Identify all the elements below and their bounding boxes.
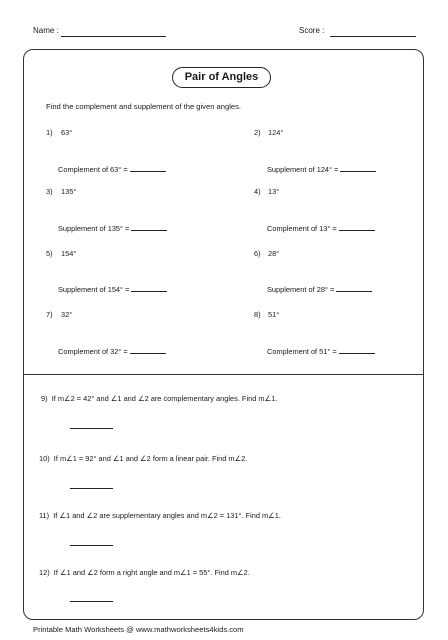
problem-prompt: Complement of 63° = bbox=[58, 163, 166, 174]
name-field[interactable] bbox=[61, 36, 166, 37]
problem-angle: 28° bbox=[268, 249, 280, 258]
problem-angle: 124° bbox=[268, 128, 284, 137]
answer-blank[interactable] bbox=[339, 345, 375, 354]
answer-blank[interactable] bbox=[131, 222, 167, 231]
problem-prompt: Supplement of 135° = bbox=[58, 222, 167, 233]
instructions: Find the complement and supplement of the given angles. bbox=[46, 102, 242, 111]
problem-prompt: Supplement of 154° = bbox=[58, 283, 167, 294]
answer-blank[interactable] bbox=[339, 222, 375, 231]
word-problem: 12) If ∠1 and ∠2 form a right angle and m∠1 = 55°. Find m∠2. bbox=[39, 568, 250, 577]
problem-angle: 51° bbox=[268, 310, 280, 319]
problem-number: 7) bbox=[46, 310, 53, 319]
footer-brand: Printable Math Worksheets @ www.mathworksheets4kids.com bbox=[33, 625, 244, 634]
problem-number: 2) bbox=[254, 128, 261, 137]
answer-blank[interactable] bbox=[70, 488, 113, 489]
section-divider bbox=[23, 374, 424, 375]
problem-number: 1) bbox=[46, 128, 53, 137]
answer-blank[interactable] bbox=[70, 545, 113, 546]
word-problem: 10) If m∠1 = 92° and ∠1 and ∠2 form a linear pair. Find m∠2. bbox=[39, 454, 248, 463]
word-problem: 9) If m∠2 = 42° and ∠1 and ∠2 are complementary angles. Find m∠1. bbox=[41, 394, 278, 403]
answer-blank[interactable] bbox=[130, 345, 166, 354]
problem-angle: 135° bbox=[61, 187, 77, 196]
name-label: Name : bbox=[33, 26, 59, 35]
answer-blank[interactable] bbox=[70, 601, 113, 602]
answer-blank[interactable] bbox=[70, 428, 113, 429]
problem-angle: 63° bbox=[61, 128, 73, 137]
score-field[interactable] bbox=[330, 36, 416, 37]
problem-number: 5) bbox=[46, 249, 53, 258]
score-label: Score : bbox=[299, 26, 325, 35]
problem-number: 3) bbox=[46, 187, 53, 196]
answer-blank[interactable] bbox=[340, 163, 376, 172]
problem-prompt: Complement of 13° = bbox=[267, 222, 375, 233]
worksheet-title: Pair of Angles bbox=[172, 67, 271, 88]
problem-number: 6) bbox=[254, 249, 261, 258]
problem-prompt: Complement of 51° = bbox=[267, 345, 375, 356]
problem-angle: 13° bbox=[268, 187, 280, 196]
answer-blank[interactable] bbox=[130, 163, 166, 172]
answer-blank[interactable] bbox=[131, 283, 167, 292]
problem-number: 4) bbox=[254, 187, 261, 196]
problem-angle: 154° bbox=[61, 249, 77, 258]
word-problem: 11) If ∠1 and ∠2 are supplementary angles and m∠2 = 131°. Find m∠1. bbox=[39, 511, 281, 520]
answer-blank[interactable] bbox=[336, 283, 372, 292]
worksheet-frame bbox=[23, 49, 424, 620]
problem-number: 8) bbox=[254, 310, 261, 319]
problem-angle: 32° bbox=[61, 310, 73, 319]
problem-prompt: Supplement of 124° = bbox=[267, 163, 376, 174]
problem-prompt: Complement of 32° = bbox=[58, 345, 166, 356]
problem-prompt: Supplement of 28° = bbox=[267, 283, 372, 294]
